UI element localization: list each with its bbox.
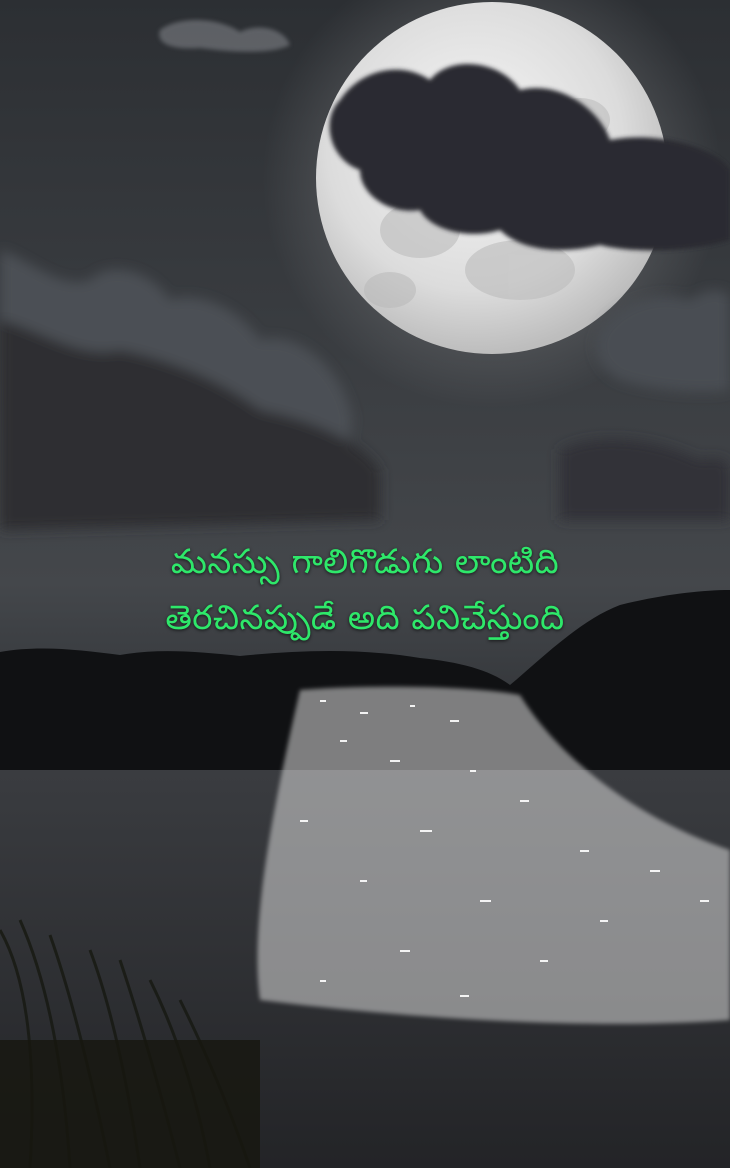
- quote-line-2: తెరచినప్పుడే అది పనిచేస్తుంది: [165, 598, 565, 638]
- cloud-top-left: [159, 20, 290, 52]
- reeds-base: [0, 1040, 260, 1168]
- quote-line-1: మనస్సు గాలిగొడుగు లాంటిది: [170, 542, 560, 582]
